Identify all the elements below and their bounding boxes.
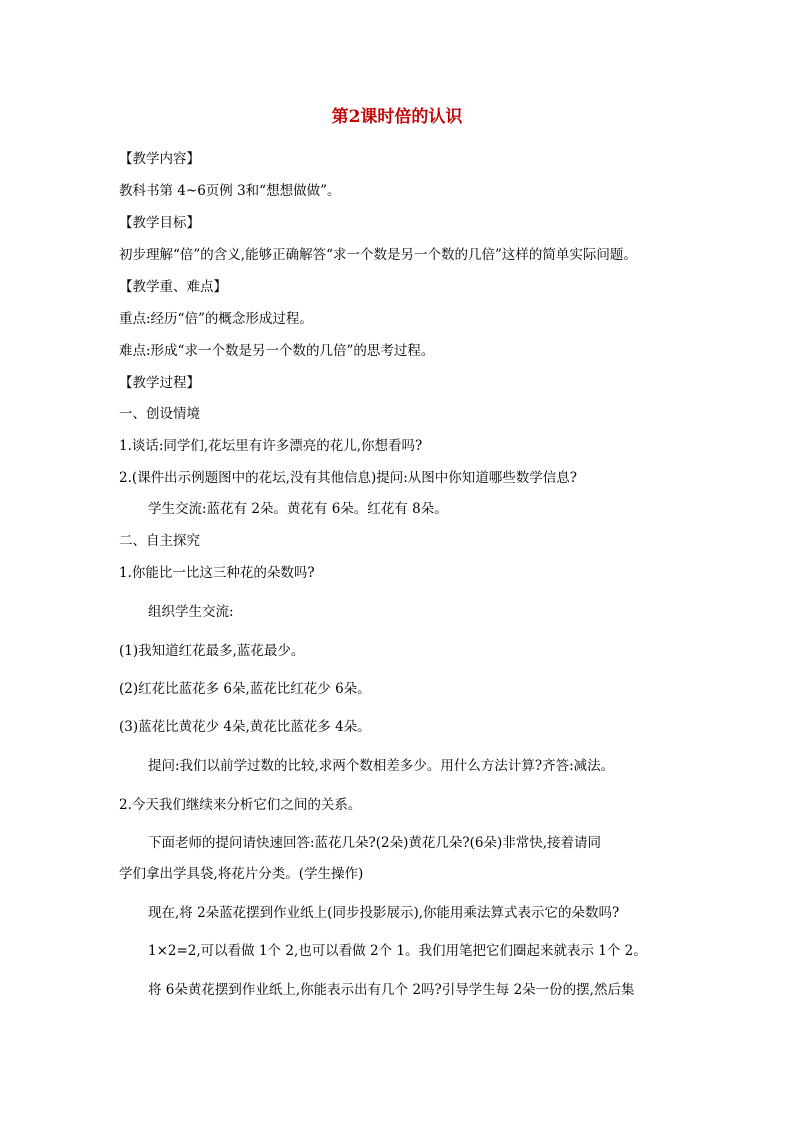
page-title: 第2课时倍的认识 bbox=[331, 107, 463, 127]
paragraph-goals: 初步理解“倍”的含义,能够正确解答“求一个数是另一个数的几倍”这样的简单实际问题。 bbox=[119, 247, 637, 263]
subheading-exploration: 二、自主探究 bbox=[119, 533, 200, 549]
paragraph-blue-flowers: 现在,将 2朵蓝花摆到作业纸上(同步投影展示),你能用乘法算式表示它的朵数吗? bbox=[148, 905, 620, 921]
paragraph-key-point: 重点:经历“倍”的概念形成过程。 bbox=[119, 311, 313, 327]
list-item-3: (3)蓝花比黄花少 4朵,黄花比蓝花多 4朵。 bbox=[119, 719, 371, 735]
section-heading-process: 【教学过程】 bbox=[119, 375, 200, 391]
paragraph-student-exchange: 学生交流:蓝花有 2朵。黄花有 6朵。红花有 8朵。 bbox=[148, 501, 448, 517]
paragraph-compare: 1.你能比一比这三种花的朵数吗? bbox=[119, 565, 315, 581]
paragraph-difficulty: 难点:形成“求一个数是另一个数的几倍”的思考过程。 bbox=[119, 343, 435, 359]
subheading-scenario: 一、创设情境 bbox=[119, 406, 200, 422]
section-heading-key-points: 【教学重、难点】 bbox=[119, 279, 227, 295]
list-item-1: (1)我知道红花最多,蓝花最少。 bbox=[119, 643, 305, 659]
paragraph-teacher-question: 下面老师的提问请快速回答:蓝花几朵?(2朵)黄花几朵?(6朵)非常快,接着请同 bbox=[148, 835, 602, 851]
paragraph-multiplication: 1×2=2,可以看做 1个 2,也可以看做 2个 1。我们用笔把它们圈起来就表示 1个 2。 bbox=[148, 943, 647, 959]
paragraph-question: 提问:我们以前学过数的比较,求两个数相差多少。用什么方法计算?齐答:减法。 bbox=[148, 758, 615, 774]
paragraph-yellow-flowers: 将 6朵黄花摆到作业纸上,你能表示出有几个 2吗?引导学生每 2朵一份的摆,然后集 bbox=[148, 982, 635, 998]
section-heading-goals: 【教学目标】 bbox=[119, 215, 200, 231]
paragraph-step-2: 2.(课件出示例题图中的花坛,没有其他信息)提问:从图中你知道哪些数学信息? bbox=[119, 470, 577, 486]
paragraph-content: 教科书第 4~6页例 3和“想想做做”。 bbox=[119, 183, 341, 199]
paragraph-step-1: 1.谈话:同学们,花坛里有许多漂亮的花儿,你想看吗? bbox=[119, 438, 423, 454]
paragraph-organize: 组织学生交流: bbox=[148, 604, 234, 620]
paragraph-continue: 2.今天我们继续来分析它们之间的关系。 bbox=[119, 797, 362, 813]
paragraph-teacher-question-cont: 学们拿出学具袋,将花片分类。(学生操作) bbox=[119, 866, 364, 882]
section-heading-content: 【教学内容】 bbox=[119, 151, 200, 167]
list-item-2: (2)红花比蓝花多 6朵,蓝花比红花少 6朵。 bbox=[119, 681, 371, 697]
